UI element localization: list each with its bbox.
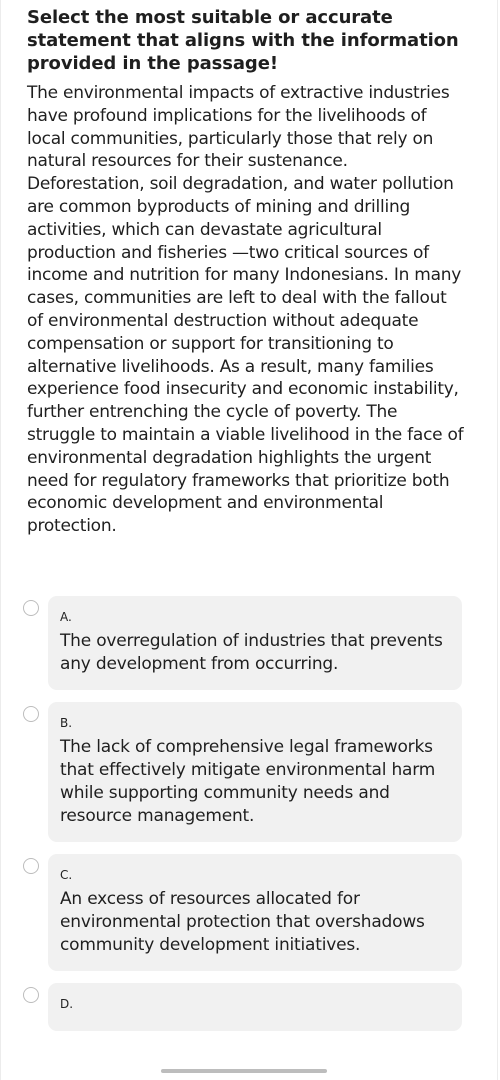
- home-indicator: [161, 1069, 327, 1073]
- radio-option-d[interactable]: [23, 987, 39, 1003]
- option-a[interactable]: [23, 596, 463, 690]
- answer-options: [23, 596, 463, 1043]
- option-c-card[interactable]: [48, 854, 462, 971]
- radio-option-a[interactable]: [23, 600, 39, 616]
- question-text: Select the most suitable or accurate statement that aligns with the information provided in the passage!: [27, 7, 459, 74]
- radio-option-c[interactable]: [23, 858, 39, 874]
- option-b-card[interactable]: [48, 702, 462, 842]
- option-c-text: An excess of resources allocated for environmental protection that overshadows community development initiatives.: [60, 889, 425, 955]
- option-b[interactable]: [23, 702, 463, 842]
- option-d-letter: D.: [60, 997, 74, 1011]
- option-a-text: The overregulation of industries that prevents any development from occurring.: [60, 631, 443, 674]
- option-b-letter: B.: [60, 716, 73, 730]
- option-a-card[interactable]: [48, 596, 462, 690]
- option-b-text: The lack of comprehensive legal frameworks that effectively mitigate environmental harm while supporting community needs and resource management.: [60, 737, 436, 826]
- option-a-letter: A.: [60, 610, 72, 624]
- passage-text: The environmental impacts of extractive industries have profound implications for the livelihoods of local communities, particularly those that rely on natural resources for their sustenance. Deforestation, soil degradation, and water pollution are common byproducts of mining and drilling activities, which can devastate agricultural production and fisheries —two critical sources of income and nutrition for many Indonesians. In many cases, communities are left to deal with the fallout of environmental destruction without adequate compensation or support for transitioning to alternative livelihoods. As a result, many families experience food insecurity and economic instability, further entrenching the cycle of poverty. The struggle to maintain a viable livelihood in the face of environmental degradation highlights the urgent need for regulatory frameworks that prioritize both economic development and environmental protection.: [27, 83, 464, 537]
- question-content: [27, 6, 467, 538]
- option-c-letter: C.: [60, 868, 73, 882]
- option-d[interactable]: [23, 983, 463, 1031]
- option-d-card[interactable]: [48, 983, 462, 1031]
- option-c[interactable]: [23, 854, 463, 971]
- radio-option-b[interactable]: [23, 706, 39, 722]
